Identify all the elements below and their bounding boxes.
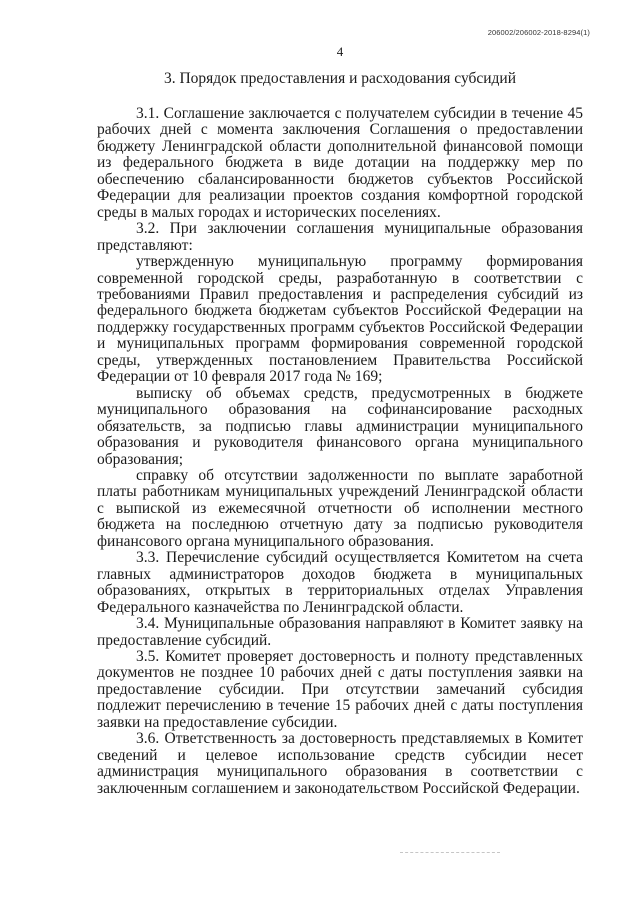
paragraph-3-3: 3.3. Перечисление субсидий осуществляется Комитетом на счета главных администраторов доходов бюджета в муниципальных образованиях, открытых в территориальных отделах Управления Федерального казначейства по Ленинградской области. (97, 549, 583, 616)
list-item-debt-certificate: справку об отсутствии задолженности по выплате заработной платы работникам муниципальных учреждений Ленинградской области с выпиской из ежемесячной отчетности об исполнении местного бюджета на последнюю отчетную дату за подписью руководителя финансового органа муниципального образования. (97, 466, 583, 550)
document-id: 206002/206002-2018-8294(1) (487, 28, 590, 37)
paragraph-3-2: 3.2. При заключении соглашения муниципальные образования представляют: (97, 220, 583, 254)
section-title: 3. Порядок предоставления и расходования субсидий (163, 70, 517, 87)
paragraph-3-1: 3.1. Соглашение заключается с получателем субсидии в течение 45 рабочих дней с момента заключения Соглашения о предоставлении бюджету Ленинградской области дополнительной финансовой помощи из федерального бюджета в виде дотации на поддержку мер по обеспечению сбалансированности бюджетов субъектов Российской Федерации для реализации проектов создания комфортной городской среды в малых городах и исторических поселениях. (97, 105, 583, 221)
document-body (97, 106, 583, 797)
list-item-program: утвержденную муниципальную программу формирования современной городской среды, разработанную в соответствии с требованиями Правил предоставления и распределения субсидий из федерального бюджета бюджетам субъектов Российской Федерации на поддержку государственных программ субъектов Российской Федерации и муниципальных программ формирования современной городской среды, утвержденных постановлением Правительства Российской Федерации от 10 февраля 2017 года № 169; (97, 253, 583, 386)
list-item-budget-extract: выписку об объемах средств, предусмотренных в бюджете муниципального образования на софинансирование расходных обязательств, за подписью главы администрации муниципального образования и руководителя финансового органа муниципального образования; (97, 384, 583, 468)
paragraph-3-4: 3.4. Муниципальные образования направляют в Комитет заявку на предоставление субсидий. (97, 615, 583, 649)
page-number: 4 (336, 44, 344, 59)
paragraph-3-5: 3.5. Комитет проверяет достоверность и полноту представленных документов не позднее 10 рабочих дней с даты поступления заявки на предоставление субсидии. При отсутствии замечаний субсидия подлежит перечислению в течение 15 рабочих дней с даты поступления заявки на предоставление субсидии. (97, 647, 583, 731)
scan-artifact-mark (400, 852, 500, 857)
paragraph-3-6: 3.6. Ответственность за достоверность представляемых в Комитет сведений и целевое использование средств субсидии несет администрация муниципального образования в соответствии с заключенным соглашением и законодательством Российской Федерации. (97, 730, 583, 797)
